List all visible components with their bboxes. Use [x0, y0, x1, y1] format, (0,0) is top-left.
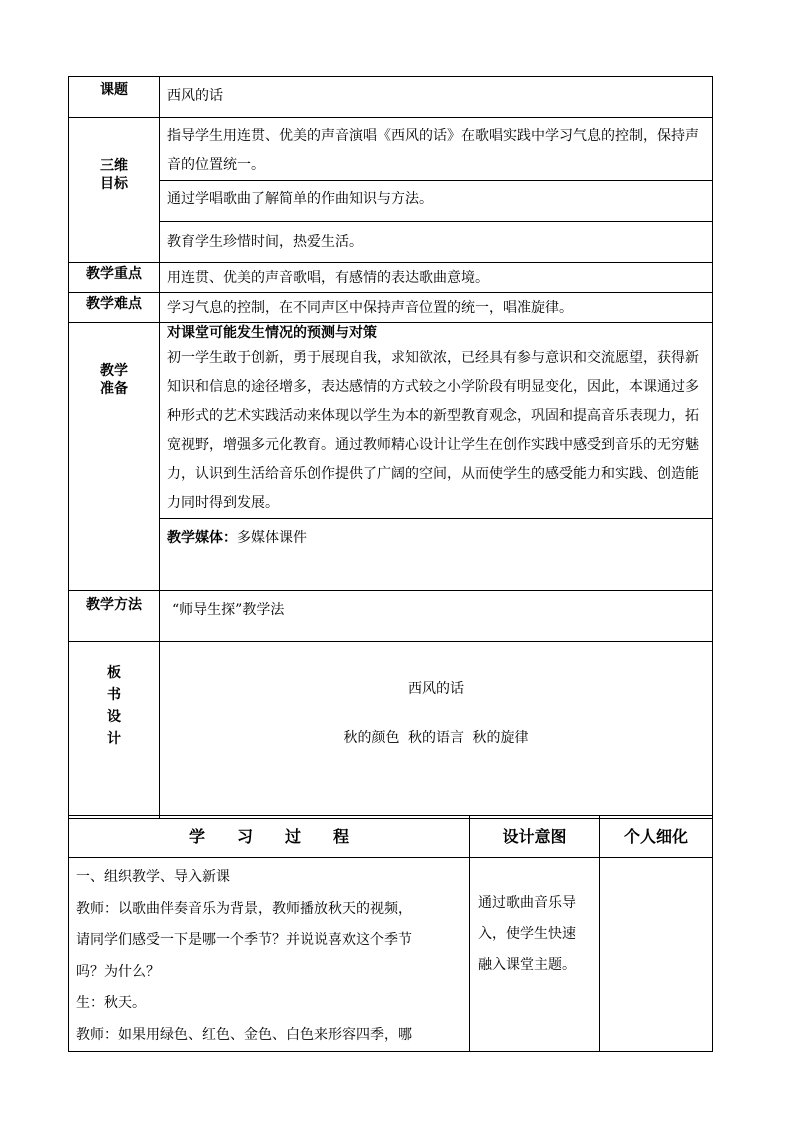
goal-text-2: 通过学唱歌曲了解简单的作曲知识与方法。	[167, 191, 433, 207]
difficult-point-row	[69, 293, 713, 323]
board-row	[69, 642, 713, 819]
prep-label-line1: 教学	[100, 363, 128, 379]
intent-line: 融入课堂主题。	[478, 957, 576, 973]
key-point-row	[69, 263, 713, 293]
process-line: 生：秋天。	[76, 995, 146, 1011]
board-title: 西风的话	[408, 681, 464, 697]
board-items: 秋的颜色 秋的语言 秋的旋律	[343, 730, 529, 746]
personal-header: 个人细化	[600, 816, 713, 858]
goal-item	[160, 181, 713, 222]
board-label-char-1: 板	[107, 665, 121, 681]
difficult-point-label: 教学难点	[69, 293, 160, 323]
prep-heading: 对课堂可能发生情况的预测与对策	[167, 325, 377, 341]
goal-text-3: 教育学生珍惜时间，热爱生活。	[167, 234, 363, 250]
process-line: 吗？为什么？	[76, 963, 160, 980]
goals-label-line1: 三维	[100, 158, 128, 174]
lesson-info-table	[68, 76, 713, 819]
intent-line: 通过歌曲音乐导	[478, 895, 576, 911]
goals-label	[69, 118, 160, 263]
goals-row-2	[69, 181, 713, 222]
media-label: 教学媒体：	[167, 530, 237, 546]
goal-text-1: 指导学生用连贯、优美的声音演唱《西风的话》在歌唱实践中学习气息的控制，保持声音的位置统一。	[167, 128, 699, 173]
process-line: 教师：如果用绿色、红色、金色、白色来形容四季，哪	[76, 1026, 412, 1043]
method-row	[69, 591, 713, 642]
intent-line: 入，使学生快速	[478, 926, 576, 942]
prep-content	[160, 323, 713, 519]
intent-header: 设计意图	[470, 816, 600, 858]
media-row	[69, 519, 713, 591]
process-body-row	[69, 858, 713, 1052]
media-content	[160, 519, 713, 591]
intent-content	[470, 858, 600, 1052]
process-header-row	[69, 816, 713, 858]
goals-row-1	[69, 118, 713, 181]
method-label: 教学方法	[69, 591, 160, 642]
goals-label-line2: 目标	[100, 176, 128, 192]
prep-label-line2: 准备	[100, 381, 128, 397]
personal-content	[600, 858, 713, 1052]
topic-value: 西风的话	[160, 77, 713, 118]
process-header: 学 习 过 程	[69, 816, 470, 858]
process-line: 教师：以歌曲伴奏音乐为背景，教师播放秋天的视频，	[76, 900, 412, 917]
learning-process-table	[68, 815, 713, 1052]
goal-item	[160, 222, 713, 263]
key-point-label: 教学重点	[69, 263, 160, 293]
board-label-char-2: 书	[107, 687, 121, 703]
goals-row-3	[69, 222, 713, 263]
goal-item	[160, 118, 713, 181]
topic-label: 课题	[69, 77, 160, 118]
topic-row	[69, 77, 713, 118]
board-content	[160, 642, 713, 819]
process-line: 请同学们感受一下是哪一个季节？并说说喜欢这个季节	[76, 932, 412, 948]
method-value: “师导生探”教学法	[160, 591, 713, 642]
process-content	[69, 858, 470, 1052]
board-label	[69, 642, 160, 819]
board-label-char-4: 计	[107, 731, 121, 747]
prep-row	[69, 323, 713, 519]
board-label-char-3: 设	[107, 709, 121, 725]
difficult-point-value: 学习气息的控制，在不同声区中保持声音位置的统一，唱准旋律。	[160, 293, 713, 323]
prep-label	[69, 323, 160, 591]
key-point-value: 用连贯、优美的声音歌唱，有感情的表达歌曲意境。	[160, 263, 713, 293]
prep-paragraph: 初一学生敢于创新，勇于展现自我，求知欲浓，已经具有参与意识和交流愿望，获得新知识和信息的途径增多，表达感情的方式较之小学阶段有明显变化，因此，本课通过多种形式的艺术实践活动来体现以学生为本的新型教育观念，巩固和提高音乐表现力，拓宽视野，增强多元化教育。通过教师精心设计让学生在创作实践中感受到音乐的无穷魅力，认识到生活给音乐创作提供了广阔的空间，从而使学生的感受能力和实践、创造能力同时得到发展。	[167, 350, 699, 511]
process-line: 一、组织教学、导入新课	[76, 869, 230, 885]
media-value: 多媒体课件	[237, 530, 307, 546]
